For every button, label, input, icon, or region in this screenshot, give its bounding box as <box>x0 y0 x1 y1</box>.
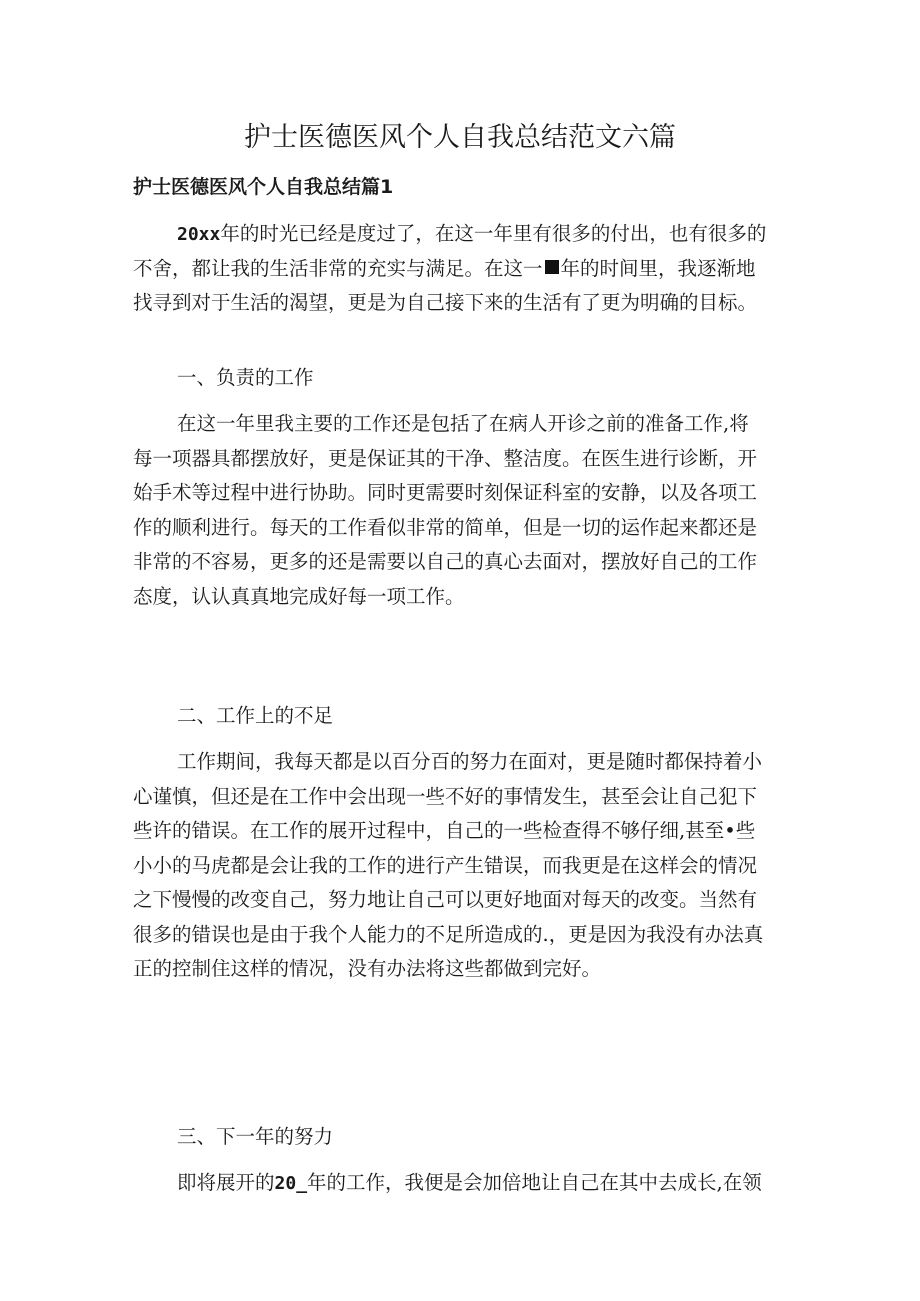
part1-line: 始手术等过程中进行协助。同时更需要时刻保证科室的安静，以及各项工 <box>133 481 758 504</box>
part3-line-after: 年的工作，我便是会加倍地让自己在其中去成长,在领 <box>307 1171 762 1194</box>
part2-line: 很多的错误也是由于我个人能力的不足所造成的.，更是因为我没有办法真 <box>133 922 764 946</box>
part2-line: 正的控制住这样的情况，没有办法将这些都做到完好。 <box>133 957 602 980</box>
intro-line-1-text: 年的时光已经是度过了，在这一年里有很多的付出，也有很多的 <box>220 222 767 245</box>
intro-line-3: 找寻到对于生活的渴望，更是为自己接下来的生活有了更为明确的目标。 <box>133 291 758 314</box>
part1-line: 每一项器具都摆放好，更是保证其的干净、整洁度。在医生进行诊断，开 <box>133 446 758 470</box>
part2-line: 之下慢慢的改变自己，努力地让自己可以更好地面对每天的改变。当然有 <box>133 888 758 911</box>
intro-paragraph <box>133 217 793 321</box>
part3-line <box>133 1166 793 1201</box>
part2-line: 心谨慎，但还是在工作中会出现一些不好的事情发生，甚至会让自己犯下 <box>133 784 758 808</box>
part1-line: 在这一年里我主要的工作还是包括了在病人开诊之前的准备工作,将 <box>177 412 749 435</box>
part1-line: 非常的不容易，更多的还是需要以自己的真心去面对，摆放好自己的工作 <box>133 550 758 573</box>
part1-paragraph <box>133 407 793 614</box>
part1-line: 态度，认认真真地完成好每一项工作。 <box>133 584 465 608</box>
part2-heading: 二、工作上的不足 <box>177 704 334 727</box>
part2-line: 小小的马虎都是会让我的工作的进行产生错误，而我更是在这样会的情况 <box>133 853 758 877</box>
part3-heading: 三、下一年的努力 <box>177 1125 334 1148</box>
black-square-mark <box>545 260 559 274</box>
part2-line: 工作期间，我每天都是以百分百的努力在面对，更是随时都保持着小 <box>177 750 763 773</box>
part1-heading: 一、负责的工作 <box>177 366 314 389</box>
year-prefix: 20xx <box>177 224 221 245</box>
intro-line-1 <box>133 217 793 252</box>
year-mark: 20_ <box>274 1173 308 1194</box>
part1-line: 作的顺利进行。每天的工作看似非常的简单，但是一切的运作起来都还是 <box>133 515 758 539</box>
part3-paragraph <box>133 1166 793 1201</box>
intro-line-2-before: 不舍，都让我的生活非常的充实与满足。在这一 <box>133 256 543 280</box>
part2-line: 些许的错误。在工作的展开过程中，自己的一些检查得不够仔细,甚至•些 <box>133 819 756 842</box>
part2-paragraph <box>133 745 793 987</box>
document-title: 护士医德医风个人自我总结范文六篇 <box>244 122 676 153</box>
intro-line-2 <box>133 252 793 287</box>
intro-line-2-after: 年的时间里，我逐渐地 <box>560 256 756 280</box>
part3-line-before: 即将展开的 <box>177 1171 275 1194</box>
section-heading: 护士医德医风个人自我总结篇1 <box>133 176 394 198</box>
